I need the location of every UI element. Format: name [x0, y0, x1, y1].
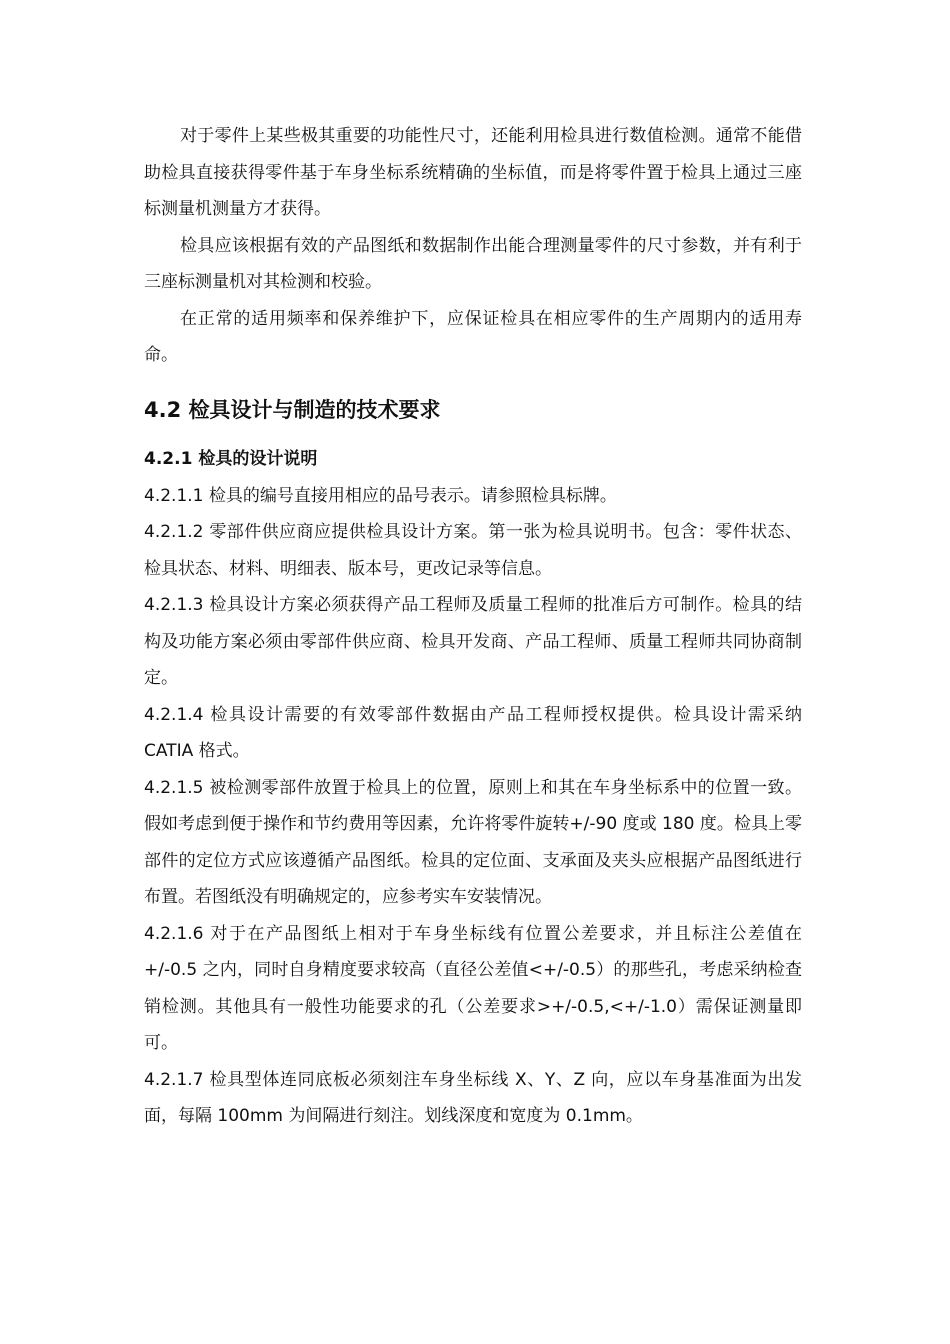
spec-item-4-2-1-7: 4.2.1.7 检具型体连同底板必须刻注车身坐标线 X、Y、Z 向，应以车身基准面为出发面，每隔 100mm 为间隔进行刻注。划线深度和宽度为 0.1mm。: [144, 1069, 802, 1126]
section-heading: 4.2 检具设计与制造的技术要求: [144, 397, 441, 422]
spec-item-4-2-1-2: 4.2.1.2 零部件供应商应提供检具设计方案。第一张为检具说明书。包含：零件状态、检具状态、材料、明细表、版本号，更改记录等信息。: [144, 522, 802, 579]
intro-paragraph-2: 检具应该根据有效的产品图纸和数据制作出能合理测量零件的尺寸参数，并有利于三座标测量机对其检测和校验。: [144, 235, 802, 292]
spec-item-4-2-1-1: 4.2.1.1 检具的编号直接用相应的品号表示。请参照检具标牌。: [144, 485, 617, 506]
subsection-heading: 4.2.1 检具的设计说明: [144, 448, 318, 469]
intro-paragraph-3: 在正常的适用频率和保养维护下，应保证检具在相应零件的生产周期内的适用寿命。: [144, 308, 802, 365]
spec-item-4-2-1-4: 4.2.1.4 检具设计需要的有效零部件数据由产品工程师授权提供。检具设计需采纳 CATIA 格式。: [144, 704, 802, 761]
spec-item-4-2-1-5: 4.2.1.5 被检测零部件放置于检具上的位置，原则上和其在车身坐标系中的位置一致。假如考虑到便于操作和节约费用等因素，允许将零件旋转+/-90 度或 180 度。检具上零部件的定位方式应该遵循产品图纸。检具的定位面、支承面及夹头应根据产品图纸进行布置。若图纸没有明确规定的，应参考实车安装情况。: [144, 777, 802, 907]
intro-paragraph-1: 对于零件上某些极其重要的功能性尺寸，还能利用检具进行数值检测。通常不能借助检具直接获得零件基于车身坐标系统精确的坐标值，而是将零件置于检具上通过三座标测量机测量方才获得。: [144, 126, 802, 219]
spec-item-4-2-1-3: 4.2.1.3 检具设计方案必须获得产品工程师及质量工程师的批准后方可制作。检具的结构及功能方案必须由零部件供应商、检具开发商、产品工程师、质量工程师共同协商制定。: [144, 595, 802, 688]
spec-item-4-2-1-6: 4.2.1.6 对于在产品图纸上相对于车身坐标线有位置公差要求，并且标注公差值在+/-0.5 之内，同时自身精度要求较高（直径公差值<+/-0.5）的那些孔，考虑采纳检查销检测。其他具有一般性功能要求的孔（公差要求>+/-0.5,<+/-1.0）需保证测量即可。: [144, 923, 802, 1053]
document-page: [144, 118, 802, 1135]
